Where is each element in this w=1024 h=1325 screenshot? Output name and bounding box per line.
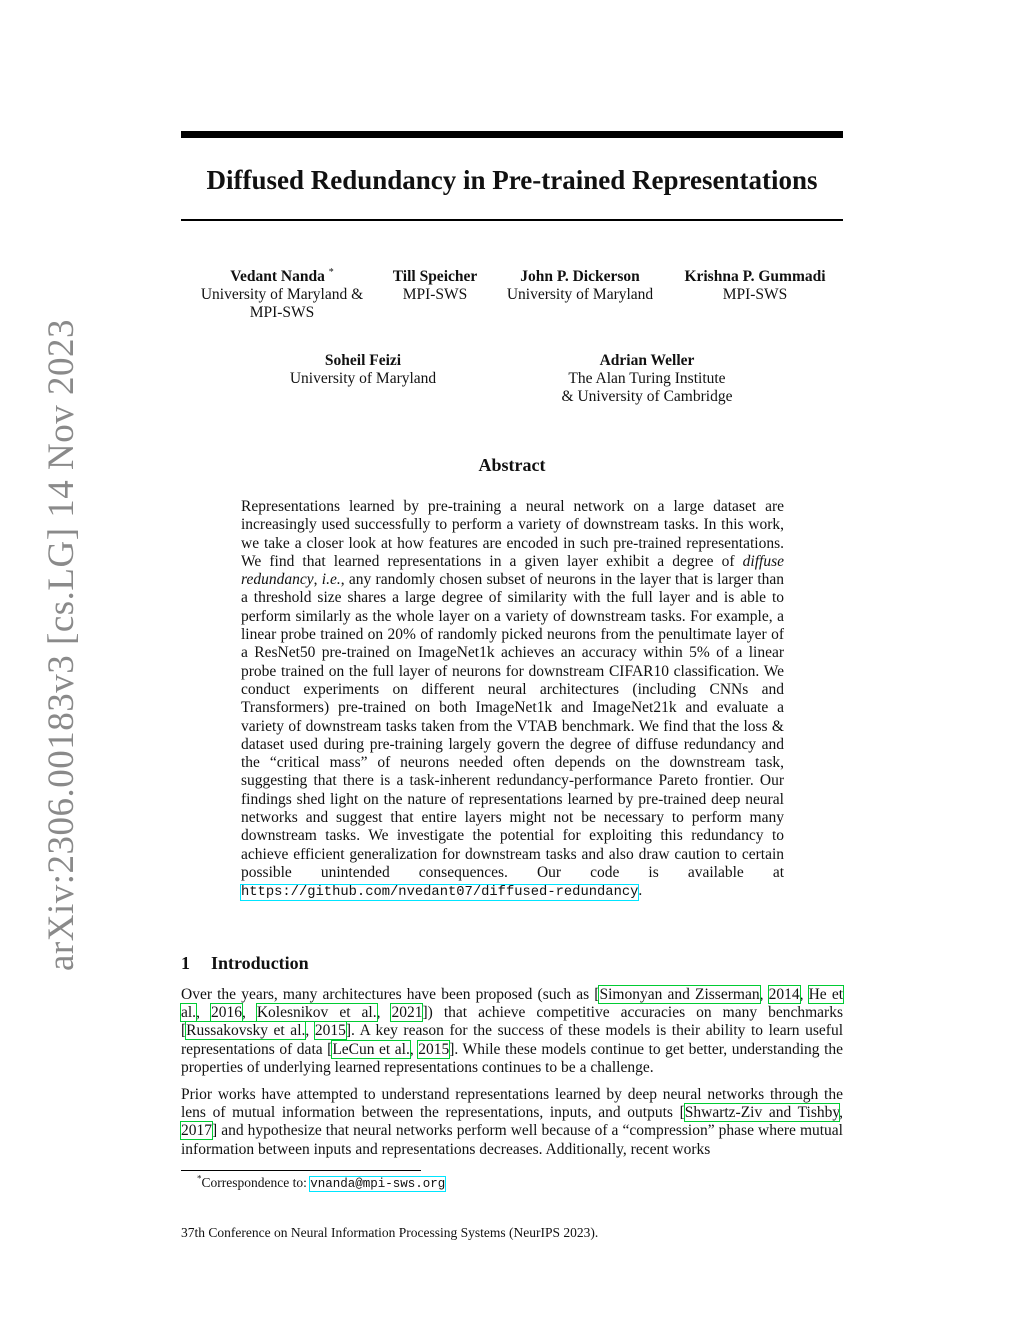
section-number: 1 bbox=[181, 953, 190, 973]
paragraph-text: ] and hypothesize that neural networks perform well because of a “compression” phase where mutual information between inputs and representations decreases. Additionally, recent works bbox=[181, 1122, 843, 1158]
paragraph-text: ]. A key reason for the success of these models is their ability to learn useful representations of data [ bbox=[181, 1022, 843, 1058]
author-block bbox=[182, 268, 382, 322]
author-block bbox=[385, 268, 485, 304]
abstract-emphasis: i.e. bbox=[321, 571, 341, 589]
footnote-marker: * bbox=[197, 1173, 202, 1184]
author-name: John P. Dickerson bbox=[520, 268, 640, 285]
paragraph-text: ]) that achieve competitive accuracies on many benchmarks [ bbox=[181, 1004, 843, 1040]
author-block bbox=[527, 352, 767, 406]
intro-paragraph bbox=[181, 986, 843, 1077]
paper-title: Diffused Redundancy in Pre-trained Representations bbox=[206, 165, 818, 195]
paragraph-text: , bbox=[839, 1104, 843, 1122]
section-heading bbox=[181, 953, 309, 974]
author-affiliation: MPI-SWS bbox=[402, 286, 468, 303]
author-affiliation: MPI-SWS bbox=[722, 286, 788, 303]
title-bottom-rule bbox=[181, 219, 843, 221]
footnote bbox=[197, 1174, 445, 1193]
paragraph-text: , bbox=[241, 1004, 257, 1022]
author-affiliation: University of Maryland bbox=[506, 286, 654, 303]
email-link[interactable]: vnanda@mpi-sws.org bbox=[310, 1177, 446, 1191]
intro-paragraph bbox=[181, 1086, 843, 1159]
paragraph-text: , bbox=[305, 1022, 315, 1040]
abstract-emphasis: diffuse redundancy bbox=[241, 552, 784, 589]
abstract-text: , bbox=[313, 571, 322, 589]
author-affiliation: The Alan Turing Institute bbox=[568, 370, 726, 387]
footnote-text: Correspondence to: bbox=[201, 1175, 311, 1190]
paragraph-text: , bbox=[759, 986, 769, 1003]
citation-link[interactable]: Simonyan and Zisserman bbox=[599, 986, 760, 1003]
code-repository-link[interactable]: https://github.com/nvedant07/diffused-redundancy bbox=[241, 885, 639, 901]
paragraph-text: Prior works have attempted to understand representations learned by deep neural networks through the lens of mutual information between the representations, inputs, and outputs [ bbox=[181, 1086, 843, 1122]
paragraph-text: , bbox=[409, 1040, 419, 1058]
citation-link[interactable]: Shwartz-Ziv and Tishby bbox=[684, 1104, 840, 1122]
paragraph-text: Over the years, many architectures have been proposed (such as [ bbox=[181, 986, 600, 1003]
venue-note: 37th Conference on Neural Information Processing Systems (NeurIPS 2023). bbox=[181, 1225, 599, 1240]
citation-link[interactable]: Kolesnikov et al. bbox=[256, 1004, 377, 1022]
author-name: Krishna P. Gummadi bbox=[684, 268, 826, 285]
citation-link[interactable]: LeCun et al. bbox=[332, 1040, 410, 1058]
author-block bbox=[670, 268, 840, 304]
citation-link[interactable]: 2015 bbox=[418, 1040, 450, 1058]
author-name: Vedant Nanda bbox=[230, 268, 325, 285]
author-affiliation: & University of Cambridge bbox=[561, 388, 733, 405]
author-affiliation: University of Maryland bbox=[289, 370, 437, 387]
author-name: Till Speicher bbox=[392, 268, 478, 285]
abstract-text: , any randomly chosen subset of neurons in the layer that is larger than a threshold size shares a large degree of similarity with the full layer and is able to perform similarly as the whole layer on a variety of downstream tasks. For example, a linear probe trained on 20% of randomly picked neurons from the penultimate layer of a ResNet50 pre-trained on ImageNet1k achieves an accuracy within 5% of a linear probe trained on the full layer of neurons for downstream CIFAR10 classification. We conduct experiments on different neural architectures (including CNNs and Transformers) pre-trained on both ImageNet1k and ImageNet21k and evaluate a variety of downstream tasks taken from the VTAB benchmark. We find that the loss & dataset used during pre-training largely govern the degree of diffuse redundancy and the “critical mass” of neurons needed often depends on the downstream task, suggesting that there is a task-inherent redundancy-performance Pareto frontier. Our findings shed light on the nature of representations learned by pre-trained deep neural networks and suggest that entire layers might not be necessary to perform many downstream tasks. We investigate the potential for exploiting this redundancy to achieve efficient generalization for downstream tasks and also draw caution to certain possible unintended consequences. Our code is available at bbox=[241, 571, 785, 881]
abstract-body bbox=[241, 498, 784, 903]
citation-link[interactable]: 2021 bbox=[391, 1004, 423, 1022]
abstract-text: . bbox=[638, 882, 643, 900]
paragraph-text: ]. While these models continue to get better, understanding the properties of underlying learned representations continues to be a challenge. bbox=[181, 1040, 844, 1076]
author-name: Soheil Feizi bbox=[324, 352, 402, 369]
section-title: Introduction bbox=[211, 953, 309, 973]
abstract-heading: Abstract bbox=[478, 455, 546, 475]
paragraph-text: , bbox=[196, 1004, 211, 1022]
paragraph-text: , bbox=[376, 1004, 392, 1022]
citation-link[interactable]: Russakovsky et al. bbox=[186, 1022, 306, 1040]
title-top-rule bbox=[181, 131, 843, 138]
footnote-marker: * bbox=[328, 266, 334, 278]
author-block bbox=[263, 352, 463, 388]
citation-link[interactable]: 2016 bbox=[210, 1004, 242, 1022]
author-name: Adrian Weller bbox=[599, 352, 695, 369]
citation-link[interactable]: 2014 bbox=[768, 986, 800, 1003]
author-affiliation: MPI-SWS bbox=[249, 304, 315, 321]
citation-link[interactable]: He et al. bbox=[181, 986, 844, 1022]
arxiv-stamp: arXiv:2306.00183v3 [cs.LG] 14 Nov 2023 bbox=[41, 318, 82, 972]
citation-link[interactable]: 2015 bbox=[314, 1022, 346, 1040]
footnote-rule bbox=[181, 1170, 421, 1171]
author-affiliation: University of Maryland & bbox=[200, 286, 364, 303]
abstract-text: Representations learned by pre-training a neural network on a large dataset are increasingly used successfully to perform a variety of downstream tasks. In this work, we take a closer look at how features are encoded in such pre-trained representations. We find that learned representations in a given layer exhibit a degree of bbox=[241, 498, 784, 570]
paragraph-text: , bbox=[799, 986, 809, 1003]
author-block bbox=[495, 268, 665, 304]
citation-link[interactable]: 2017 bbox=[181, 1122, 212, 1140]
